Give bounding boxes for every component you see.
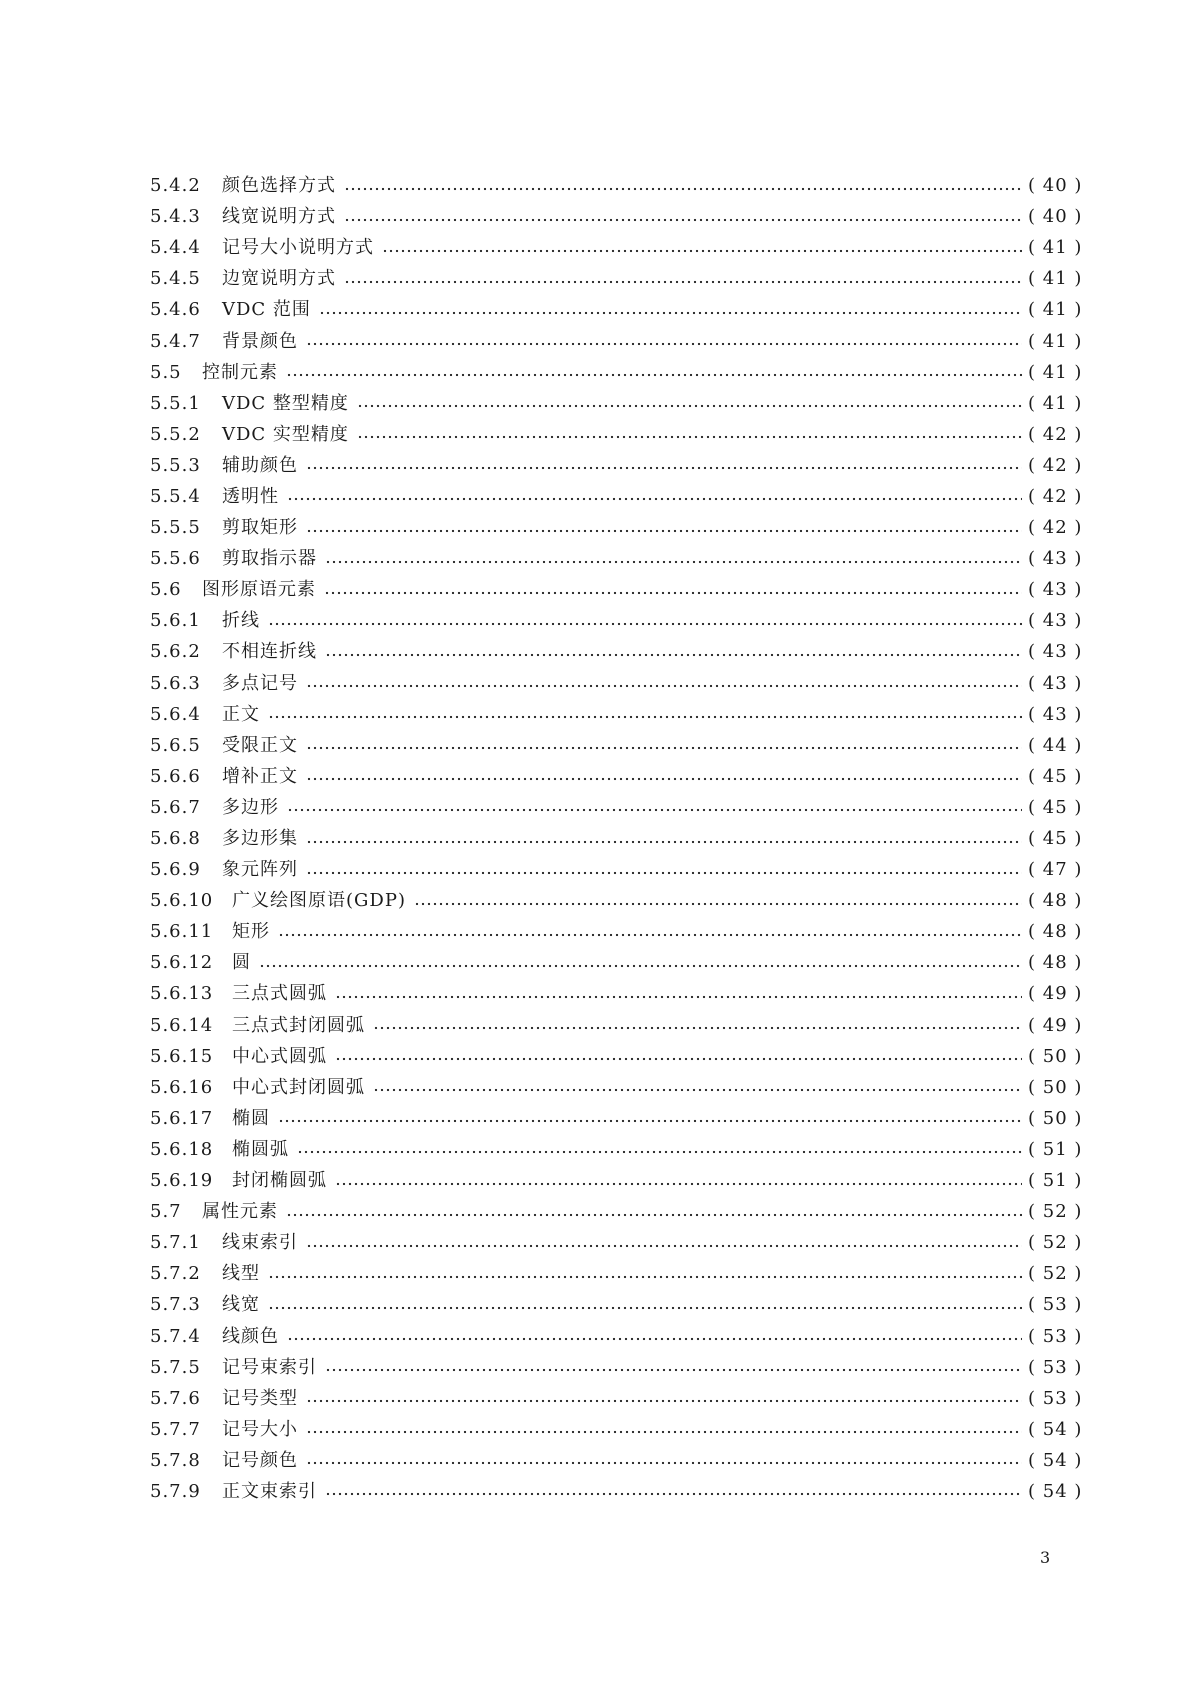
toc-entry-page: ( 52 ) xyxy=(1028,1263,1083,1285)
toc-entry-page: ( 40 ) xyxy=(1028,175,1083,197)
toc-entry-title: 透明性 xyxy=(222,485,279,507)
dot-leader xyxy=(287,497,1022,501)
toc-entry-number: 5.6.16 xyxy=(150,1076,214,1098)
toc-entry-number: 5.4.2 xyxy=(150,175,201,197)
toc-entry-title: 线宽 xyxy=(222,1294,260,1316)
toc-entry-number: 5.6.13 xyxy=(150,983,214,1005)
toc-entry-page: ( 53 ) xyxy=(1028,1356,1083,1378)
toc-entry-page: ( 49 ) xyxy=(1028,983,1083,1005)
toc-entry-number: 5.6.19 xyxy=(150,1170,214,1192)
dot-leader xyxy=(259,964,1022,968)
toc-entry-number: 5.4.3 xyxy=(150,206,201,228)
toc-entry-title: 背景颜色 xyxy=(222,330,298,352)
toc-entry-number: 5.6.2 xyxy=(150,641,201,663)
toc-entry[interactable] xyxy=(150,1476,1083,1507)
toc-entry-title: 多边形集 xyxy=(222,828,298,850)
dot-leader xyxy=(306,777,1022,781)
toc-entry-page: ( 45 ) xyxy=(1028,765,1083,787)
dot-leader xyxy=(278,1119,1022,1123)
toc-entry-title: 不相连折线 xyxy=(222,641,317,663)
toc-entry-title: 颜色选择方式 xyxy=(222,175,336,197)
toc-entry[interactable] xyxy=(150,730,1083,761)
toc-entry-title: 图形原语元素 xyxy=(202,579,316,601)
dot-leader xyxy=(286,1213,1022,1217)
dot-leader xyxy=(287,1337,1022,1341)
toc-entry-title: 线型 xyxy=(222,1263,260,1285)
toc-entry[interactable] xyxy=(150,170,1083,201)
dot-leader xyxy=(268,1306,1022,1310)
toc-entry[interactable] xyxy=(150,605,1083,636)
toc-entry-number: 5.5.5 xyxy=(150,517,201,539)
toc-entry-title: 记号大小说明方式 xyxy=(222,237,374,259)
toc-entry[interactable] xyxy=(150,450,1083,481)
toc-entry-number: 5.6.10 xyxy=(150,890,214,912)
toc-entry-number: 5.4.6 xyxy=(150,299,201,321)
toc-entry-page: ( 42 ) xyxy=(1028,423,1083,445)
toc-entry-number: 5.6.1 xyxy=(150,610,201,632)
toc-entry-page: ( 43 ) xyxy=(1028,703,1083,725)
toc-entry-page: ( 48 ) xyxy=(1028,952,1083,974)
toc-entry[interactable] xyxy=(150,325,1083,356)
toc-entry[interactable] xyxy=(150,885,1083,916)
toc-entry[interactable] xyxy=(150,1258,1083,1289)
toc-entry[interactable] xyxy=(150,823,1083,854)
toc-entry-title: 记号颜色 xyxy=(222,1449,298,1471)
toc-entry-page: ( 50 ) xyxy=(1028,1076,1083,1098)
toc-entry-title: 正文 xyxy=(222,703,260,725)
toc-entry-number: 5.5.2 xyxy=(150,423,201,445)
dot-leader xyxy=(306,1461,1022,1465)
dot-leader xyxy=(335,995,1022,999)
toc-entry-number: 5.4.7 xyxy=(150,330,201,352)
toc-entry-number: 5.7.9 xyxy=(150,1480,201,1502)
toc-entry-title: 正文束索引 xyxy=(222,1480,317,1502)
toc-entry-number: 5.4.5 xyxy=(150,268,201,290)
toc-entry[interactable] xyxy=(150,636,1083,667)
toc-entry-page: ( 42 ) xyxy=(1028,485,1083,507)
toc-entry-number: 5.6.17 xyxy=(150,1107,214,1129)
toc-entry-page: ( 53 ) xyxy=(1028,1325,1083,1347)
toc-entry[interactable] xyxy=(150,1383,1083,1414)
toc-entry[interactable] xyxy=(150,1414,1083,1445)
toc-entry-page: ( 54 ) xyxy=(1028,1449,1083,1471)
toc-entry-number: 5.6.12 xyxy=(150,952,214,974)
dot-leader xyxy=(335,1182,1022,1186)
toc-entry-page: ( 53 ) xyxy=(1028,1387,1083,1409)
table-of-contents xyxy=(150,170,1083,1507)
dot-leader xyxy=(306,1430,1022,1434)
dot-leader xyxy=(357,435,1022,439)
toc-entry-title: 中心式封闭圆弧 xyxy=(232,1076,365,1098)
toc-entry-page: ( 53 ) xyxy=(1028,1294,1083,1316)
toc-entry-page: ( 44 ) xyxy=(1028,734,1083,756)
dot-leader xyxy=(357,404,1022,408)
toc-entry-title: 折线 xyxy=(222,610,260,632)
toc-entry-title: 属性元素 xyxy=(202,1201,278,1223)
toc-entry-title: VDC 范围 xyxy=(222,299,311,321)
toc-entry-title: 线宽说明方式 xyxy=(222,206,336,228)
toc-entry-title: 椭圆 xyxy=(232,1107,270,1129)
toc-entry[interactable] xyxy=(150,978,1083,1009)
toc-entry-title: 中心式圆弧 xyxy=(232,1045,327,1067)
dot-leader xyxy=(414,902,1022,906)
toc-entry-page: ( 41 ) xyxy=(1028,361,1083,383)
toc-entry[interactable] xyxy=(150,543,1083,574)
toc-entry-title: 三点式封闭圆弧 xyxy=(232,1014,365,1036)
dot-leader xyxy=(306,529,1022,533)
dot-leader xyxy=(325,653,1022,657)
dot-leader xyxy=(268,622,1022,626)
toc-entry-number: 5.7.2 xyxy=(150,1263,201,1285)
dot-leader xyxy=(373,1088,1022,1092)
toc-entry-page: ( 43 ) xyxy=(1028,672,1083,694)
dot-leader xyxy=(373,1026,1022,1030)
toc-entry[interactable] xyxy=(150,388,1083,419)
toc-entry-number: 5.6.6 xyxy=(150,765,201,787)
toc-entry[interactable] xyxy=(150,1041,1083,1072)
toc-entry-number: 5.6.18 xyxy=(150,1138,214,1160)
toc-entry[interactable] xyxy=(150,916,1083,947)
toc-entry-title: 记号大小 xyxy=(222,1418,298,1440)
toc-entry[interactable] xyxy=(150,232,1083,263)
toc-entry-title: VDC 整型精度 xyxy=(222,392,349,414)
toc-entry-title: 辅助颜色 xyxy=(222,454,298,476)
toc-entry-number: 5.6.7 xyxy=(150,796,201,818)
toc-entry-number: 5.6.5 xyxy=(150,734,201,756)
toc-entry[interactable] xyxy=(150,1196,1083,1227)
toc-entry-title: 控制元素 xyxy=(202,361,278,383)
dot-leader xyxy=(268,715,1022,719)
toc-entry-number: 5.7.8 xyxy=(150,1449,201,1471)
toc-entry[interactable] xyxy=(150,947,1083,978)
dot-leader xyxy=(324,591,1022,595)
toc-entry-number: 5.4.4 xyxy=(150,237,201,259)
dot-leader xyxy=(306,871,1022,875)
toc-entry[interactable] xyxy=(150,201,1083,232)
dot-leader xyxy=(306,684,1022,688)
toc-entry[interactable] xyxy=(150,1072,1083,1103)
dot-leader xyxy=(306,1244,1022,1248)
dot-leader xyxy=(325,1492,1022,1496)
dot-leader xyxy=(382,249,1022,253)
toc-entry-page: ( 47 ) xyxy=(1028,859,1083,881)
toc-entry-number: 5.7 xyxy=(150,1201,182,1223)
toc-entry-page: ( 41 ) xyxy=(1028,237,1083,259)
toc-entry-page: ( 45 ) xyxy=(1028,828,1083,850)
toc-entry[interactable] xyxy=(150,1010,1083,1041)
toc-entry[interactable] xyxy=(150,1227,1083,1258)
toc-entry[interactable] xyxy=(150,574,1083,605)
toc-entry-page: ( 42 ) xyxy=(1028,517,1083,539)
dot-leader xyxy=(306,342,1022,346)
toc-entry-number: 5.6.14 xyxy=(150,1014,214,1036)
dot-leader xyxy=(287,808,1022,812)
dot-leader xyxy=(325,560,1022,564)
toc-entry-title: 圆 xyxy=(232,952,251,974)
toc-entry[interactable] xyxy=(150,1445,1083,1476)
toc-entry-number: 5.6.8 xyxy=(150,828,201,850)
toc-entry-page: ( 43 ) xyxy=(1028,548,1083,570)
toc-entry-number: 5.6.9 xyxy=(150,859,201,881)
toc-entry-number: 5.5 xyxy=(150,361,182,383)
toc-entry-number: 5.7.7 xyxy=(150,1418,201,1440)
dot-leader xyxy=(306,1399,1022,1403)
toc-entry[interactable] xyxy=(150,699,1083,730)
toc-entry-page: ( 43 ) xyxy=(1028,610,1083,632)
toc-entry-title: 剪取矩形 xyxy=(222,517,298,539)
toc-entry[interactable] xyxy=(150,1103,1083,1134)
dot-leader xyxy=(306,840,1022,844)
dot-leader xyxy=(344,187,1022,191)
toc-entry[interactable] xyxy=(150,761,1083,792)
toc-entry-number: 5.5.1 xyxy=(150,392,201,414)
toc-entry-title: 记号类型 xyxy=(222,1387,298,1409)
dot-leader xyxy=(297,1150,1022,1154)
toc-entry-number: 5.7.6 xyxy=(150,1387,201,1409)
toc-entry-page: ( 51 ) xyxy=(1028,1170,1083,1192)
dot-leader xyxy=(335,1057,1022,1061)
toc-entry-number: 5.6.15 xyxy=(150,1045,214,1067)
toc-entry-page: ( 40 ) xyxy=(1028,206,1083,228)
toc-entry-title: 三点式圆弧 xyxy=(232,983,327,1005)
toc-entry-page: ( 50 ) xyxy=(1028,1045,1083,1067)
dot-leader xyxy=(286,373,1022,377)
toc-entry-title: 多边形 xyxy=(222,796,279,818)
toc-entry-page: ( 52 ) xyxy=(1028,1232,1083,1254)
toc-entry-page: ( 42 ) xyxy=(1028,454,1083,476)
toc-entry-page: ( 48 ) xyxy=(1028,890,1083,912)
toc-entry-number: 5.5.6 xyxy=(150,548,201,570)
toc-entry-page: ( 48 ) xyxy=(1028,921,1083,943)
toc-entry-title: 线颜色 xyxy=(222,1325,279,1347)
toc-entry-number: 5.7.4 xyxy=(150,1325,201,1347)
toc-entry-page: ( 54 ) xyxy=(1028,1480,1083,1502)
dot-leader xyxy=(278,933,1022,937)
toc-entry[interactable] xyxy=(150,1134,1083,1165)
toc-entry-title: 增补正文 xyxy=(222,765,298,787)
toc-entry[interactable] xyxy=(150,294,1083,325)
toc-entry-title: 线束索引 xyxy=(222,1232,298,1254)
toc-entry-number: 5.7.5 xyxy=(150,1356,201,1378)
toc-entry-number: 5.6 xyxy=(150,579,182,601)
toc-entry-title: 受限正文 xyxy=(222,734,298,756)
page-number: 3 xyxy=(1040,1548,1051,1567)
toc-entry[interactable] xyxy=(150,1289,1083,1320)
toc-entry-title: 广义绘图原语(GDP) xyxy=(232,890,406,912)
toc-entry-number: 5.6.4 xyxy=(150,703,201,725)
toc-entry[interactable] xyxy=(150,512,1083,543)
toc-entry-title: 边宽说明方式 xyxy=(222,268,336,290)
toc-entry-page: ( 43 ) xyxy=(1028,641,1083,663)
dot-leader xyxy=(344,218,1022,222)
toc-entry[interactable] xyxy=(150,481,1083,512)
toc-entry-page: ( 41 ) xyxy=(1028,392,1083,414)
toc-entry[interactable] xyxy=(150,357,1083,388)
toc-entry-page: ( 49 ) xyxy=(1028,1014,1083,1036)
toc-entry-page: ( 41 ) xyxy=(1028,299,1083,321)
toc-entry-page: ( 41 ) xyxy=(1028,268,1083,290)
toc-entry[interactable] xyxy=(150,419,1083,450)
toc-entry[interactable] xyxy=(150,854,1083,885)
dot-leader xyxy=(344,280,1022,284)
toc-entry[interactable] xyxy=(150,1165,1083,1196)
toc-entry-title: 多点记号 xyxy=(222,672,298,694)
toc-entry-page: ( 54 ) xyxy=(1028,1418,1083,1440)
toc-entry-page: ( 45 ) xyxy=(1028,796,1083,818)
dot-leader xyxy=(306,746,1022,750)
dot-leader xyxy=(325,1368,1022,1372)
toc-entry-number: 5.6.11 xyxy=(150,921,214,943)
dot-leader xyxy=(319,311,1022,315)
dot-leader xyxy=(306,466,1022,470)
toc-entry-page: ( 43 ) xyxy=(1028,579,1083,601)
toc-entry-page: ( 51 ) xyxy=(1028,1138,1083,1160)
toc-entry[interactable] xyxy=(150,1352,1083,1383)
toc-entry-title: 象元阵列 xyxy=(222,859,298,881)
toc-entry-number: 5.7.3 xyxy=(150,1294,201,1316)
toc-entry[interactable] xyxy=(150,792,1083,823)
toc-entry-title: 矩形 xyxy=(232,921,270,943)
toc-entry-number: 5.5.3 xyxy=(150,454,201,476)
toc-entry-title: 记号束索引 xyxy=(222,1356,317,1378)
toc-entry-page: ( 50 ) xyxy=(1028,1107,1083,1129)
toc-entry-number: 5.6.3 xyxy=(150,672,201,694)
toc-entry-page: ( 41 ) xyxy=(1028,330,1083,352)
toc-entry-title: 剪取指示器 xyxy=(222,548,317,570)
toc-entry-title: 椭圆弧 xyxy=(232,1138,289,1160)
toc-entry[interactable] xyxy=(150,1320,1083,1351)
toc-entry-page: ( 52 ) xyxy=(1028,1201,1083,1223)
toc-entry-title: 封闭椭圆弧 xyxy=(232,1170,327,1192)
dot-leader xyxy=(268,1275,1022,1279)
toc-entry[interactable] xyxy=(150,668,1083,699)
toc-entry[interactable] xyxy=(150,263,1083,294)
toc-entry-number: 5.5.4 xyxy=(150,485,201,507)
toc-entry-title: VDC 实型精度 xyxy=(222,423,349,445)
toc-entry-number: 5.7.1 xyxy=(150,1232,201,1254)
